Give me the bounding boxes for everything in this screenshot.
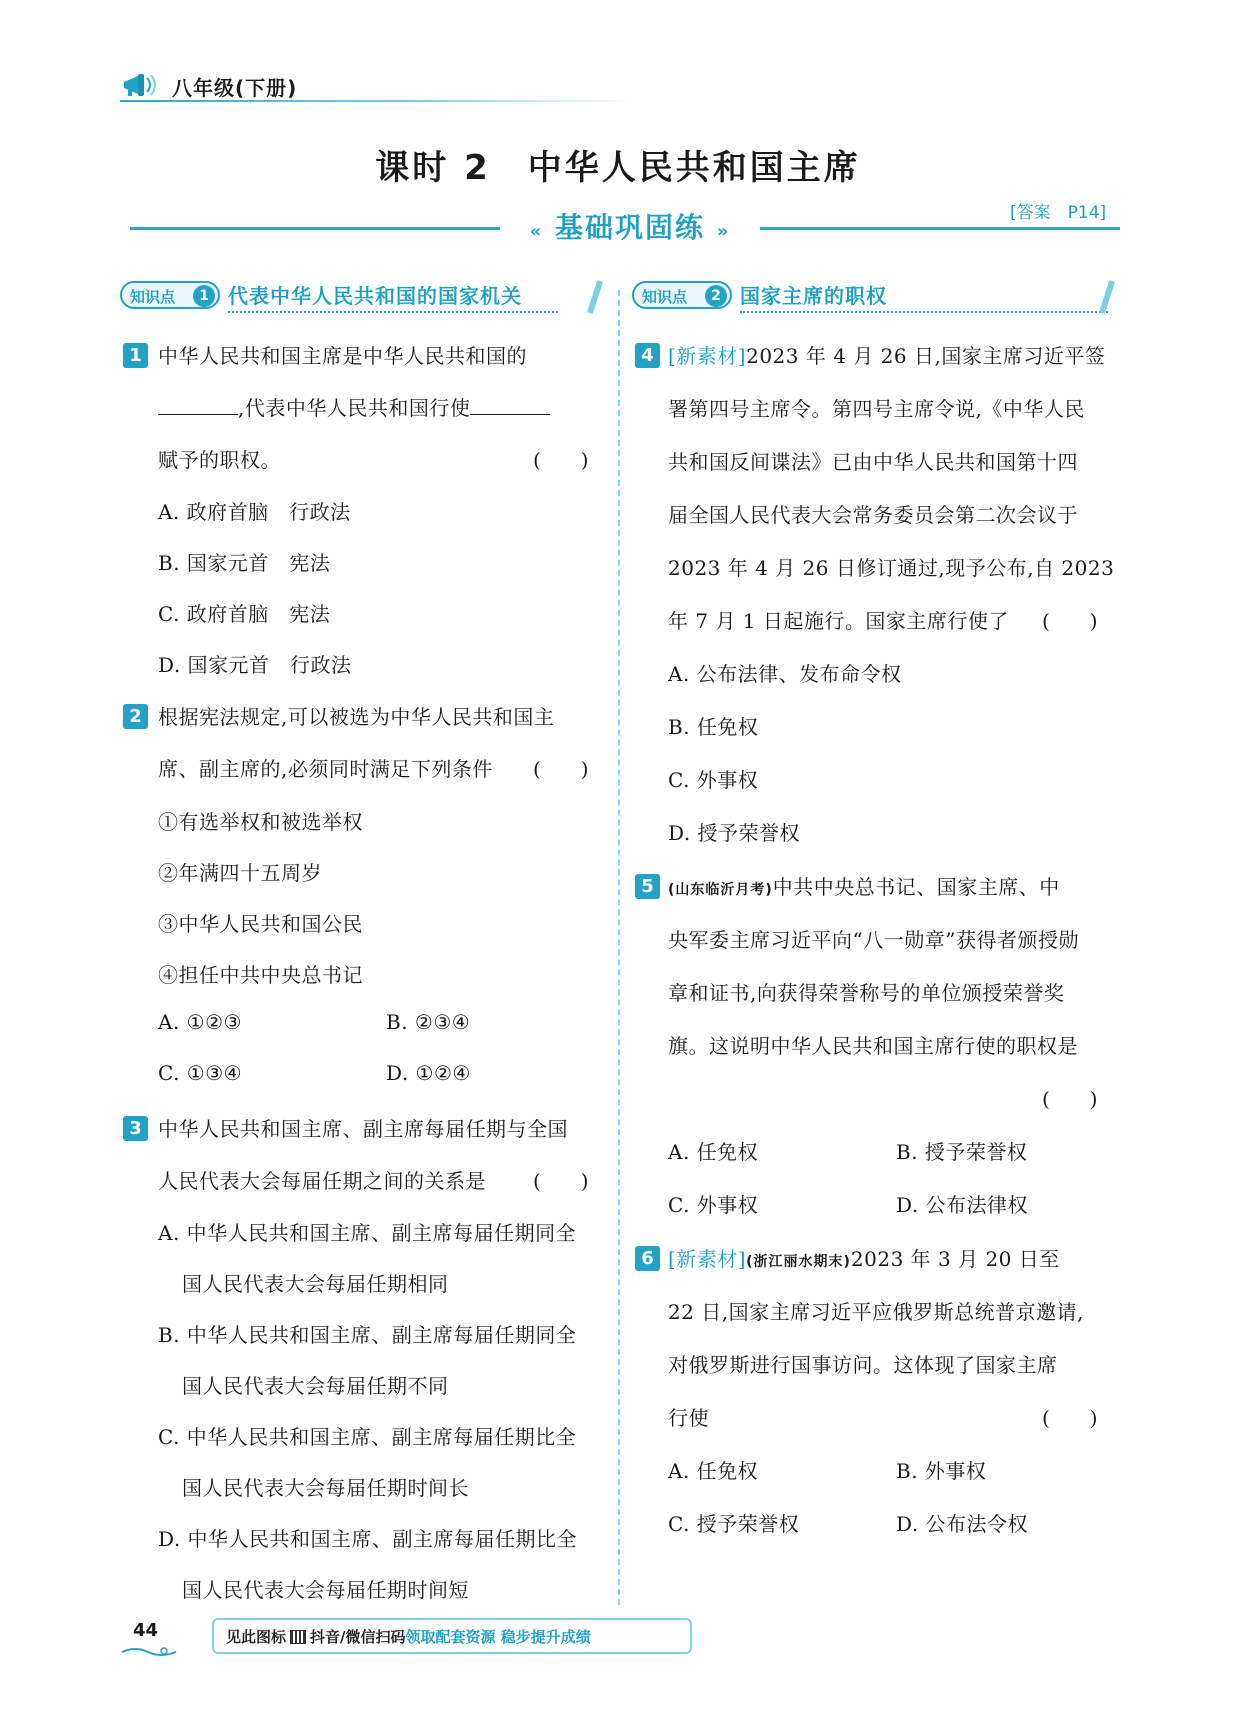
banner-mid: 抖音/微信扫码 xyxy=(310,1628,406,1646)
question-number-4: 4 xyxy=(635,343,660,368)
option[interactable]: A. 任免权 xyxy=(668,1459,759,1483)
title-underline xyxy=(228,311,558,313)
badge-number: 2 xyxy=(705,285,727,307)
question-number-3: 3 xyxy=(123,1116,148,1141)
option[interactable]: B. 国家元首 宪法 xyxy=(158,551,331,575)
option[interactable]: B. 授予荣誉权 xyxy=(896,1140,1028,1164)
section-rule-left xyxy=(130,227,500,230)
option-continuation[interactable]: 国人民代表大会每届任期时间短 xyxy=(182,1578,469,1602)
chevron-left-icon: « xyxy=(529,221,544,242)
q5-stem-line: 央军委主席习近平向“八一勋章”获得者颁授勋 xyxy=(668,928,1079,952)
option[interactable]: C. 中华人民共和国主席、副主席每届任期比全 xyxy=(158,1425,577,1449)
q4-stem-line xyxy=(668,340,1105,369)
question-number-5: 5 xyxy=(635,874,660,899)
answer-parentheses[interactable]: ( ) xyxy=(1042,1406,1098,1430)
option[interactable]: A. 政府首脑 行政法 xyxy=(158,500,351,524)
section-label-text: 基础巩固练 xyxy=(554,211,705,244)
q2-stem-line: 根据宪法规定,可以被选为中华人民共和国主 xyxy=(158,705,555,729)
qr-code-icon xyxy=(290,1630,306,1644)
option[interactable]: B. 中华人民共和国主席、副主席每届任期同全 xyxy=(158,1323,577,1347)
column-divider xyxy=(618,290,620,1605)
statement-item: ③中华人民共和国公民 xyxy=(158,912,363,936)
q1-stem-line: 赋予的职权。 xyxy=(158,448,281,472)
badge-label: 知识点 xyxy=(642,288,688,306)
q5-stem-line xyxy=(668,871,1060,900)
source-tag: (山东临沂月考) xyxy=(668,882,773,898)
swirl-ornament-icon xyxy=(120,1644,180,1658)
banner-prefix: 见此图标 xyxy=(226,1628,287,1646)
option[interactable]: D. ①②④ xyxy=(386,1061,471,1085)
title-underline xyxy=(740,311,1108,313)
answer-blank[interactable] xyxy=(470,396,550,415)
option[interactable]: D. 公布法令权 xyxy=(896,1512,1029,1536)
knowledge-point-2 xyxy=(632,280,1112,312)
footer-banner-text xyxy=(226,1626,591,1647)
header-rule xyxy=(120,100,630,102)
pencil-icon xyxy=(587,280,603,314)
answer-blank[interactable] xyxy=(158,396,238,415)
q6-stem-line: 22 日,国家主席习近平应俄罗斯总统普京邀请, xyxy=(668,1300,1085,1324)
option-continuation[interactable]: 国人民代表大会每届任期不同 xyxy=(182,1374,449,1398)
banner-highlight: 领取配套资源 稳步提升成绩 xyxy=(405,1628,591,1646)
question-number-2: 2 xyxy=(123,704,148,729)
option[interactable]: D. 中华人民共和国主席、副主席每届任期比全 xyxy=(158,1527,578,1551)
section-band xyxy=(130,206,1120,246)
knowledge-point-badge xyxy=(632,281,732,309)
option[interactable]: B. 外事权 xyxy=(896,1459,987,1483)
knowledge-point-title: 代表中华人民共和国的国家机关 xyxy=(228,284,522,308)
answer-parentheses[interactable]: ( ) xyxy=(1042,609,1098,633)
new-material-tag: [新素材] xyxy=(668,344,747,368)
q4-stem-line: 届全国人民代表大会常务委员会第二次会议于 xyxy=(668,503,1078,527)
q6-stem-line xyxy=(668,1243,1060,1272)
option[interactable]: A. ①②③ xyxy=(158,1010,242,1034)
megaphone-icon xyxy=(120,70,162,100)
new-material-tag: [新素材] xyxy=(668,1247,747,1271)
grade-label: 八年级(下册) xyxy=(172,76,298,100)
section-rule-right xyxy=(760,227,1120,230)
q5-stem-line: 旗。这说明中华人民共和国主席行使的职权是 xyxy=(668,1034,1078,1058)
q1-stem-line: 中华人民共和国主席是中华人民共和国的 xyxy=(158,344,527,368)
option[interactable]: A. 中华人民共和国主席、副主席每届任期同全 xyxy=(158,1221,577,1245)
q1-stem-line xyxy=(158,392,550,421)
option[interactable]: B. 任免权 xyxy=(668,715,759,739)
option[interactable]: A. 任免权 xyxy=(668,1140,759,1164)
question-number-6: 6 xyxy=(635,1246,660,1271)
grade-header xyxy=(120,70,630,104)
statement-item: ①有选举权和被选举权 xyxy=(158,810,363,834)
answer-parentheses[interactable]: ( ) xyxy=(533,757,589,781)
badge-number: 1 xyxy=(193,285,215,307)
footer-banner xyxy=(212,1618,692,1654)
lesson-title: 课时 2 中华人民共和国主席 xyxy=(375,148,861,188)
q4-stem-line: 2023 年 4 月 26 日修订通过,现予公布,自 2023 xyxy=(668,556,1115,580)
q3-stem-line: 人民代表大会每届任期之间的关系是 xyxy=(158,1169,486,1193)
option[interactable]: D. 授予荣誉权 xyxy=(668,821,801,845)
knowledge-point-1 xyxy=(120,280,600,312)
option[interactable]: C. 外事权 xyxy=(668,1193,759,1217)
q6-stem-line: 对俄罗斯进行国事访问。这体现了国家主席 xyxy=(668,1353,1058,1377)
q4-stem-line: 年 7 月 1 日起施行。国家主席行使了 xyxy=(668,609,1009,633)
statement-item: ②年满四十五周岁 xyxy=(158,861,322,885)
q4-stem-text: 2023 年 4 月 26 日,国家主席习近平签 xyxy=(746,344,1106,368)
option[interactable]: A. 公布法律、发布命令权 xyxy=(668,662,902,686)
q6-stem-line: 行使 xyxy=(668,1406,709,1430)
question-number-1: 1 xyxy=(123,343,148,368)
chevron-right-icon: » xyxy=(716,221,731,242)
option[interactable]: C. 政府首脑 宪法 xyxy=(158,602,331,626)
section-label xyxy=(510,206,750,246)
answer-parentheses[interactable]: ( ) xyxy=(533,448,589,472)
pencil-icon xyxy=(1099,280,1115,314)
q2-stem-line: 席、副主席的,必须同时满足下列条件 xyxy=(158,757,493,781)
knowledge-point-title: 国家主席的职权 xyxy=(740,284,887,308)
answer-reference: [答案 P14] xyxy=(1010,203,1107,223)
source-tag: (浙江丽水期末) xyxy=(746,1254,851,1270)
q4-stem-line: 署第四号主席令。第四号主席令说,《中华人民 xyxy=(668,397,1085,421)
option[interactable]: C. 外事权 xyxy=(668,768,759,792)
option[interactable]: B. ②③④ xyxy=(386,1010,471,1034)
option[interactable]: D. 国家元首 行政法 xyxy=(158,653,352,677)
option[interactable]: D. 公布法律权 xyxy=(896,1193,1029,1217)
option-continuation[interactable]: 国人民代表大会每届任期时间长 xyxy=(182,1476,469,1500)
q3-stem-line: 中华人民共和国主席、副主席每届任期与全国 xyxy=(158,1117,568,1141)
option-continuation[interactable]: 国人民代表大会每届任期相同 xyxy=(182,1272,449,1296)
q4-stem-line: 共和国反间谍法》已由中华人民共和国第十四 xyxy=(668,450,1078,474)
answer-parentheses[interactable]: ( ) xyxy=(1042,1087,1098,1111)
q5-stem-line: 章和证书,向获得荣誉称号的单位颁授荣誉奖 xyxy=(668,981,1065,1005)
badge-label: 知识点 xyxy=(130,288,176,306)
page-number: 44 xyxy=(133,1620,159,1641)
option[interactable]: C. ①③④ xyxy=(158,1061,243,1085)
q1-stem-text: ,代表中华人民共和国行使 xyxy=(238,396,471,420)
knowledge-point-badge xyxy=(120,281,220,309)
q5-stem-text: 中共中央总书记、国家主席、中 xyxy=(772,875,1060,899)
answer-parentheses[interactable]: ( ) xyxy=(533,1169,589,1193)
statement-item: ④担任中共中央总书记 xyxy=(158,963,363,987)
q6-stem-text: 2023 年 3 月 20 日至 xyxy=(850,1247,1060,1271)
option[interactable]: C. 授予荣誉权 xyxy=(668,1512,800,1536)
